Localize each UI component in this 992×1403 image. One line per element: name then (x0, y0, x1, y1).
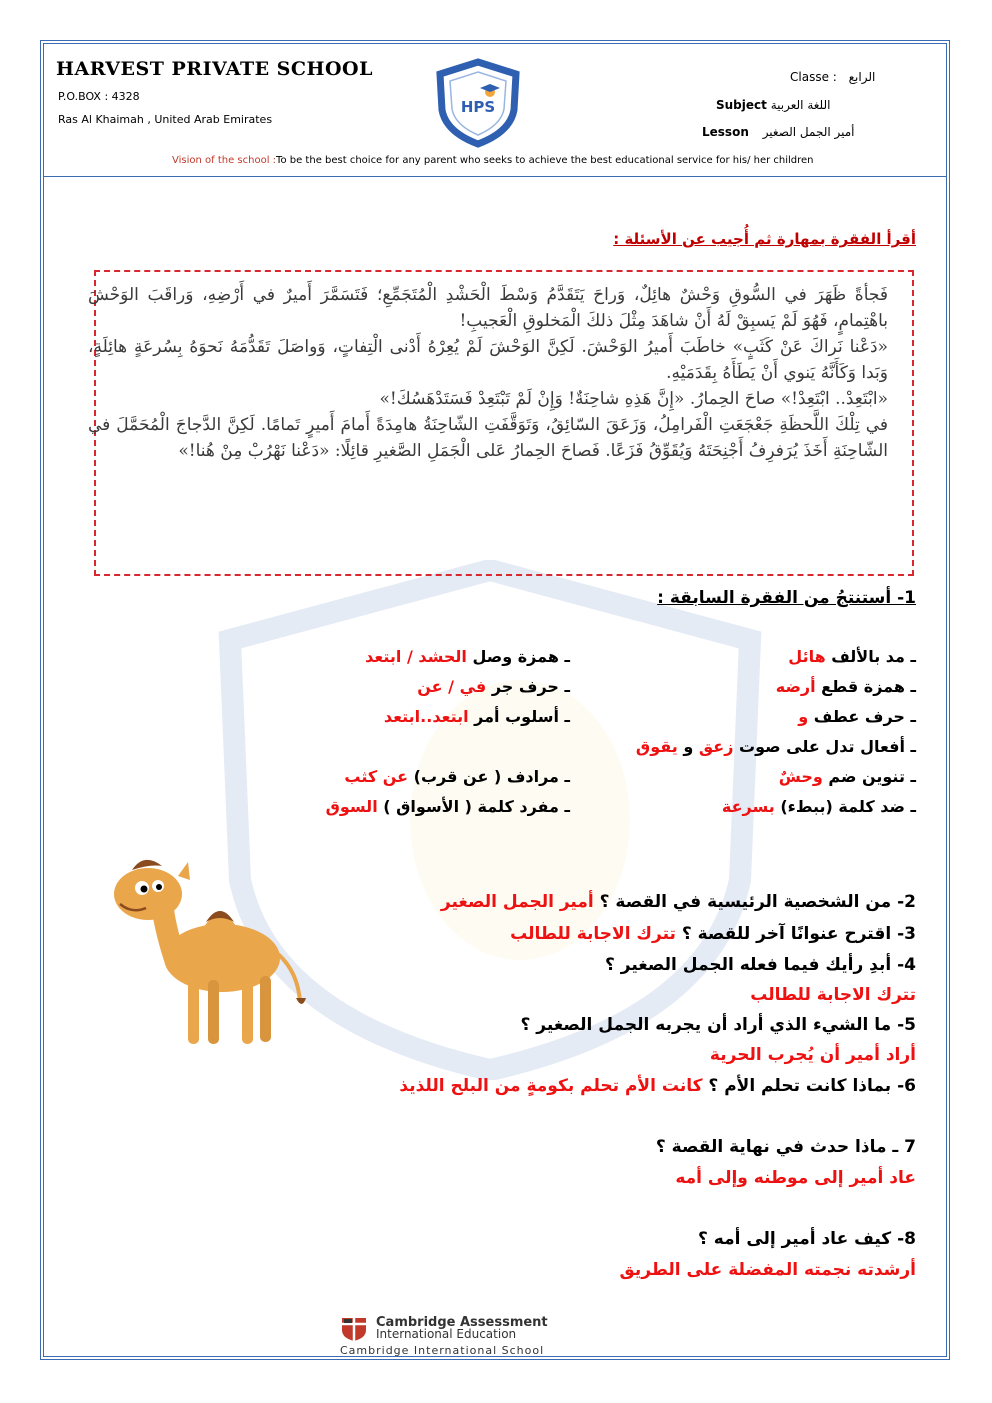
q1-item: ـ تنوين ضم وحشٌ (778, 767, 916, 786)
passage-paragraph: «ابْتَعِدْ.. ابْتَعِدْ!» صاحَ الحِمارُ. «إِنَّ هَذِهِ شاحِنَةٌ! وَإِنْ لَمْ تَبْتَعِدْ فَسَتَدْهَسُكَ!» (379, 389, 888, 409)
q1-item: ـ همزة قطع أرضه (775, 677, 916, 696)
subject-row (716, 98, 831, 112)
q1-item: ـ مفرد كلمة ( الأسواق ) السوق (325, 797, 570, 816)
q1-item: ـ ضد كلمة (ببطء) بسرعة (721, 797, 916, 816)
lesson-label: Lesson (702, 125, 749, 139)
q1-item: ـ مد بالألف هائل (788, 647, 916, 666)
q1-item: ـ أفعال تدل على صوت زعق و يقوق (635, 737, 916, 756)
cambridge-line1: Cambridge Assessment (376, 1315, 548, 1330)
question-5: 5- ما الشيء الذي أراد أن يجربه الجمل الصغير ؟ (520, 1015, 916, 1035)
q1-item: ـ همزة وصل الحشد / ابتعد (365, 647, 570, 666)
cambridge-line2: International Education (376, 1327, 517, 1341)
school-pobox: P.O.BOX : 4328 (58, 90, 140, 103)
class-label: Classe : (790, 70, 837, 84)
passage-paragraph: فَجأةً ظَهَرَ في السُّوقِ وَحْشٌ هائِلٌ، وَراحَ يَتَقَدَّمُ وَسْطَ الْحَشْدِ الْمُتَجَمِّعِ؛ فَتَسَمَّرَ أَميرٌ في أَرْضِهِ، وَراقَبَ الوَحْشَ باهْتِمامٍ، فَهُوَ لَمْ يَسبِقْ لَهُ أَنْ شاهَدَ مِثْلَ ذلكَ الْمَخلوقِ الْعَجيبِ! (88, 285, 888, 331)
vision-text: To be the best choice for any parent who seeks to achieve the best educational service for his/ her children (276, 155, 814, 166)
answer-7: عاد أمير إلى موطنه وإلى أمه (675, 1168, 916, 1188)
subject-label: Subject (716, 98, 767, 112)
camel-illustration (92, 852, 312, 1062)
cambridge-line3: Cambridge International School (340, 1344, 545, 1357)
question-3: 3- اقترح عنوانًا آخر للقصة ؟ تترك الاجابة للطالب (510, 924, 916, 944)
answer-4: تترك الاجابة للطالب (750, 985, 916, 1005)
passage-paragraph: «دَعْنا نَراكَ عَنْ كَثَبٍ» خاطَبَ أَميرُ الوَحْشَ. لَكِنَّ الوَحْشَ لَمْ يُعِرْهُ أَدْنى الْتِفاتٍ، وَواصَلَ تَقَدُّمَهُ نَحوَهُ بِسُرعَةٍ هائِلَةٍ، وَبَدا وَكَأَنَّهُ يَنوي أَنْ يَطَأَهُ بِقَدَمَيْهِ. (88, 337, 888, 383)
question-6: 6- بماذا كانت تحلم الأم ؟ كانت الأم تحلم بكومةٍ من البلح اللذيذ (399, 1076, 916, 1096)
q1-item: ـ أسلوب أمر ابتعد..ابتعد (383, 707, 570, 726)
subject-value: اللغة العربية (770, 98, 831, 112)
reading-instruction: أقرأ الفقرة بمهارة ثم أُجيب عن الأسئلة : (613, 230, 916, 248)
vision-label: Vision of the school : (172, 155, 277, 166)
question-8: 8- كيف عاد أمير إلى أمه ؟ (697, 1229, 916, 1249)
school-address: Ras Al Khaimah , United Arab Emirates (58, 113, 273, 126)
q1-item: ـ مرادف ( عن قرب) عن كثب (344, 767, 570, 786)
passage-paragraph: في تِلْكَ اللَّحظَةِ جَعْجَعَتِ الْفَرامِلُ، وَزَعَقَ السّائِقُ، وَتَوَقَّفَتِ الشّاحِنَةُ هامِدَةً أَمامَ أَميرٍ تَمامًا. لَكِنَّ الدَّجاجَ الْمُحَمَّلَ في الشّاحِنَةِ أَخَذَ يُرَفرِفُ أَجْنِحَتَهُ وَيُقَوِّقُ فَزَعًا. فَصاحَ الحِمارُ عَلى الْجَمَلِ الصَّغيرِ قائِلًا: «دَعْنا نَهْرُبْ مِنْ هُنا!» (88, 415, 888, 461)
answer-8: أرشدته نجمته المفضلة على الطريق (619, 1260, 916, 1280)
answer-5: أراد أمير أن يُجرب الحرية (709, 1045, 916, 1065)
reading-passage (88, 282, 888, 464)
q1-title: 1- أستنتجُ من الفقرة السابقة : (657, 588, 916, 608)
header-divider (44, 176, 946, 177)
school-name: HARVEST PRIVATE SCHOOL (56, 58, 373, 80)
lesson-value: أمير الجمل الصغير (762, 125, 855, 139)
q1-item: ـ حرف عطف و (798, 707, 916, 726)
question-4: 4- أبدِ رأيك فيما فعله الجمل الصغير ؟ (605, 955, 916, 975)
school-vision (172, 155, 814, 166)
q1-item: ـ حرف جر في / عن (417, 677, 570, 696)
logo-text: HPS (460, 98, 496, 116)
class-value: الرابع (848, 70, 876, 84)
question-7: 7 ـ ماذا حدث في نهاية القصة ؟ (655, 1137, 916, 1157)
cambridge-shield-icon (340, 1316, 368, 1342)
question-2: 2- من الشخصية الرئيسية في القصة ؟ أمير الجمل الصغير (440, 892, 916, 912)
class-row (790, 70, 875, 84)
lesson-row (702, 125, 855, 139)
school-logo-icon (434, 58, 522, 148)
